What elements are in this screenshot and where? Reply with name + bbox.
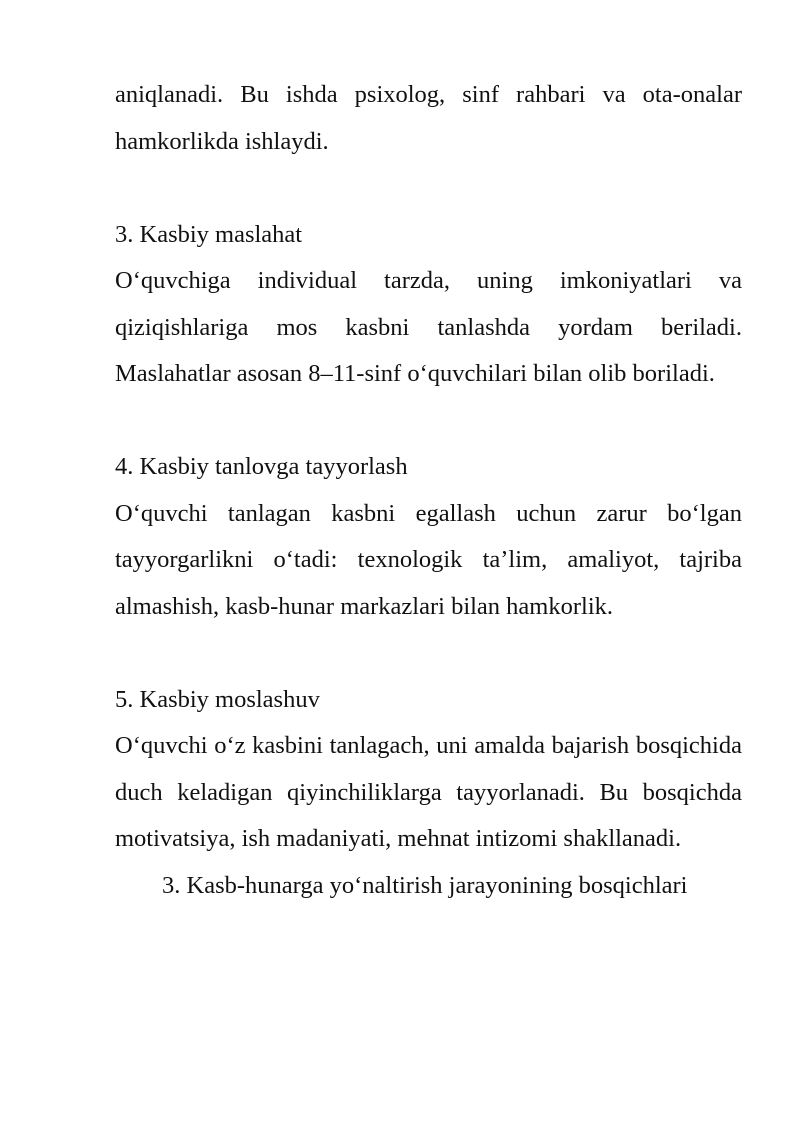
section-heading-kasbiy-moslashuv: 5. Kasbiy moslashuv [115, 685, 320, 713]
spacer [115, 165, 742, 212]
intro-paragraph: aniqlanadi. Bu ishda psixolog, sinf rahbari va ota-onalar hamkorlikda ishlaydi. [115, 81, 742, 155]
section-body-kasbiy-tanlovga-tayyorlash: O‘quvchi tanlagan kasbni egallash uchun zarur bo‘lgan tayyorgarlikni o‘tadi: texnologik ta’lim, amaliyot, tajriba almashish, kasb-hunar markazlari bilan hamkorlik. [115, 499, 742, 620]
section-body-kasbiy-moslashuv: O‘quvchi o‘z kasbini tanlagach, uni amalda bajarish bosqichida duch keladigan qiyinchiliklarga tayyorlanadi. Bu bosqichda motivatsiya, ish madaniyati, mehnat intizomi shakllanadi. [115, 732, 742, 852]
section-heading-kasbiy-tanlovga-tayyorlash: 4. Kasbiy tanlovga tayyorlash [115, 453, 408, 480]
section-heading-kasbiy-maslahat: 3. Kasbiy maslahat [115, 220, 303, 248]
spacer [115, 398, 742, 445]
section-body-kasbiy-maslahat: O‘quvchiga individual tarzda, uning imkoniyatlari va qiziqishlariga mos kasbni tanlashda yordam beriladi. Maslahatlar asosan 8–11-sinf o‘quvchilari bilan olib boriladi. [115, 267, 742, 387]
document-page [115, 72, 742, 909]
next-section-title: 3. Kasb-hunarga yo‘naltirish jarayonining bosqichlari [162, 871, 688, 899]
spacer [115, 630, 742, 677]
